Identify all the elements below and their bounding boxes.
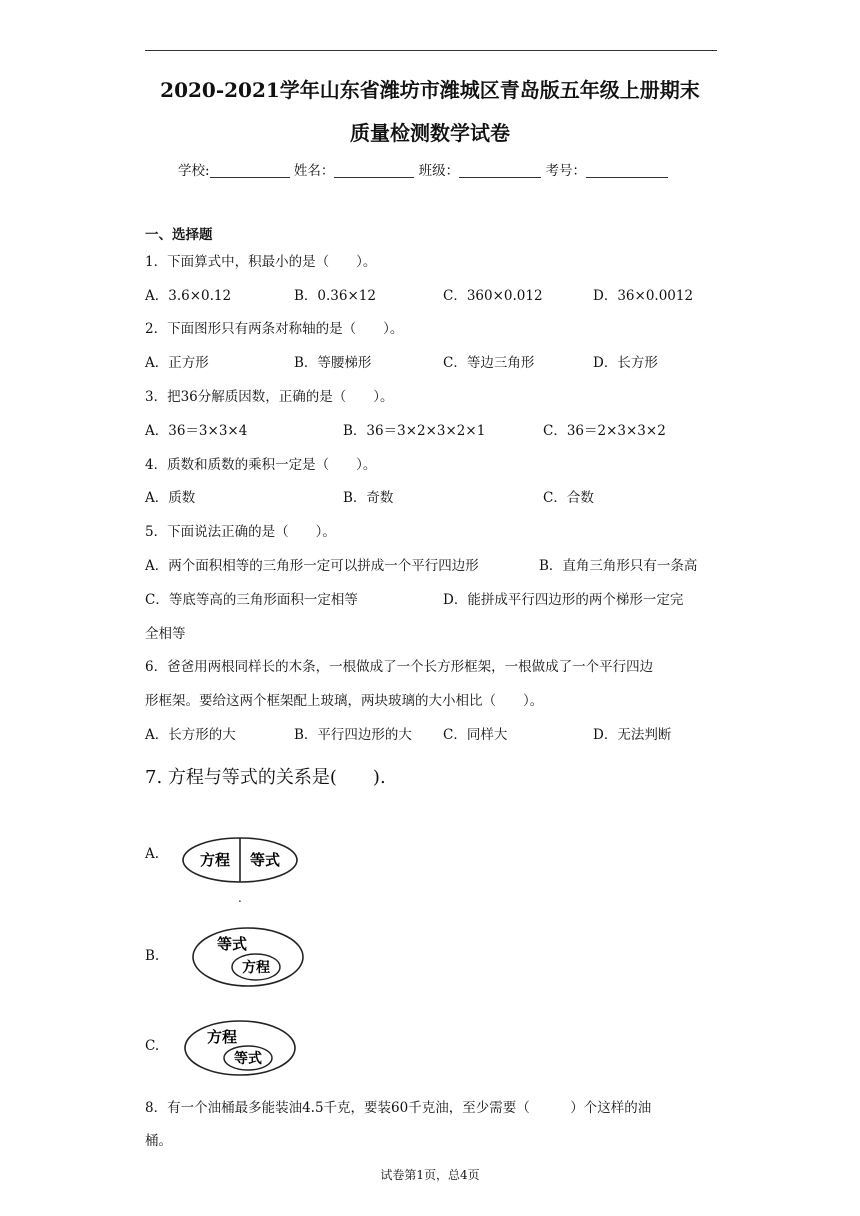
page-footer: 试卷第1页，总4页 bbox=[380, 1168, 480, 1182]
question-7-option-b: B. bbox=[145, 948, 160, 964]
question-3-option-a: A．36＝3×3×4 bbox=[145, 423, 248, 439]
diagram-c-nested-ellipses bbox=[182, 1018, 300, 1078]
question-8-stem-line2: 桶。 bbox=[145, 1133, 172, 1149]
top-rule bbox=[145, 50, 717, 51]
diagram-a-label-right: 等式 bbox=[249, 851, 281, 869]
diagram-a-separate-ellipses bbox=[180, 835, 302, 887]
question-5-option-d-cont: 全相等 bbox=[145, 626, 186, 642]
question-2-stem: 2．下面图形只有两条对称轴的是（ ）。 bbox=[145, 321, 404, 337]
exam-no-label: 考号： bbox=[545, 163, 586, 179]
question-6-stem-line2: 形框架。要给这两个框架配上玻璃，两块玻璃的大小相比（ ）。 bbox=[145, 693, 544, 709]
name-blank bbox=[334, 163, 414, 178]
section-heading: 一、选择题 bbox=[145, 227, 213, 243]
question-1-stem: 1．下面算式中，积最小的是（ ）。 bbox=[145, 254, 377, 270]
question-7-dot: . bbox=[238, 891, 242, 905]
question-2-option-a: A．正方形 bbox=[145, 355, 209, 371]
diagram-b-outer-label: 等式 bbox=[216, 935, 248, 953]
page-title-line2: 质量检测数学试卷 bbox=[350, 121, 510, 145]
question-1-option-b: B．0.36×12 bbox=[294, 288, 376, 304]
question-6-option-b: B．平行四边形的大 bbox=[294, 727, 412, 743]
question-8-stem-line1: 8．有一个油桶最多能装油4.5千克，要装60千克油，至少需要（ ）个这样的油 bbox=[145, 1100, 652, 1116]
school-label: 学校: bbox=[178, 163, 210, 179]
question-6-stem-line1: 6．爸爸用两根同样长的木条，一根做成了一个长方形框架，一根做成了一个平行四边 bbox=[145, 659, 654, 675]
question-4-option-c: C．合数 bbox=[543, 490, 594, 506]
class-label: 班级： bbox=[418, 163, 460, 179]
question-6-option-a: A．长方形的大 bbox=[145, 727, 236, 743]
question-7-option-a: A. bbox=[145, 846, 160, 862]
question-1-option-a: A．3.6×0.12 bbox=[145, 288, 232, 304]
class-blank bbox=[459, 163, 541, 178]
diagram-b-nested-ellipses bbox=[190, 925, 308, 989]
question-3-option-c: C．36＝2×3×3×2 bbox=[543, 423, 666, 439]
question-5-option-b: B．直角三角形只有一条高 bbox=[539, 558, 698, 574]
student-info-row bbox=[178, 159, 668, 179]
question-3-stem: 3．把36分解质因数，正确的是（ ）。 bbox=[145, 389, 394, 405]
question-6-option-c: C．同样大 bbox=[443, 727, 508, 743]
question-2-option-c: C．等边三角形 bbox=[443, 355, 535, 371]
diagram-b-outer-ellipse bbox=[193, 928, 303, 986]
diagram-a-label-left: 方程 bbox=[199, 851, 231, 869]
question-4-option-b: B．奇数 bbox=[343, 490, 394, 506]
exam-no-blank bbox=[586, 163, 668, 178]
page-title-line1: 2020-2021学年山东省潍坊市潍城区青岛版五年级上册期末 bbox=[160, 78, 700, 102]
question-7-stem: 7. 方程与等式的关系是( ). bbox=[145, 767, 386, 788]
question-6-option-d: D．无法判断 bbox=[593, 727, 672, 743]
question-4-option-a: A．质数 bbox=[145, 490, 196, 506]
question-5-stem: 5．下面说法正确的是（ ）。 bbox=[145, 524, 336, 540]
question-5-option-d: D．能拼成平行四边形的两个梯形一定完 bbox=[443, 592, 684, 608]
diagram-c-outer-label: 方程 bbox=[206, 1028, 238, 1046]
question-5-option-a: A．两个面积相等的三角形一定可以拼成一个平行四边形 bbox=[145, 558, 479, 574]
school-blank bbox=[210, 163, 290, 178]
diagram-b-inner-label: 方程 bbox=[242, 960, 270, 976]
question-5-option-c: C．等底等高的三角形面积一定相等 bbox=[145, 592, 358, 608]
question-1-option-d: D．36×0.0012 bbox=[593, 288, 694, 304]
name-label: 姓名： bbox=[293, 163, 335, 179]
question-7-option-c: C. bbox=[145, 1038, 160, 1054]
question-3-option-b: B．36＝3×2×3×2×1 bbox=[343, 423, 486, 439]
question-1-option-c: C．360×0.012 bbox=[443, 288, 543, 304]
question-4-stem: 4．质数和质数的乘积一定是（ ）。 bbox=[145, 457, 377, 473]
question-2-option-b: B．等腰梯形 bbox=[294, 355, 372, 371]
diagram-c-inner-label: 等式 bbox=[234, 1051, 262, 1067]
question-2-option-d: D．长方形 bbox=[593, 355, 658, 371]
